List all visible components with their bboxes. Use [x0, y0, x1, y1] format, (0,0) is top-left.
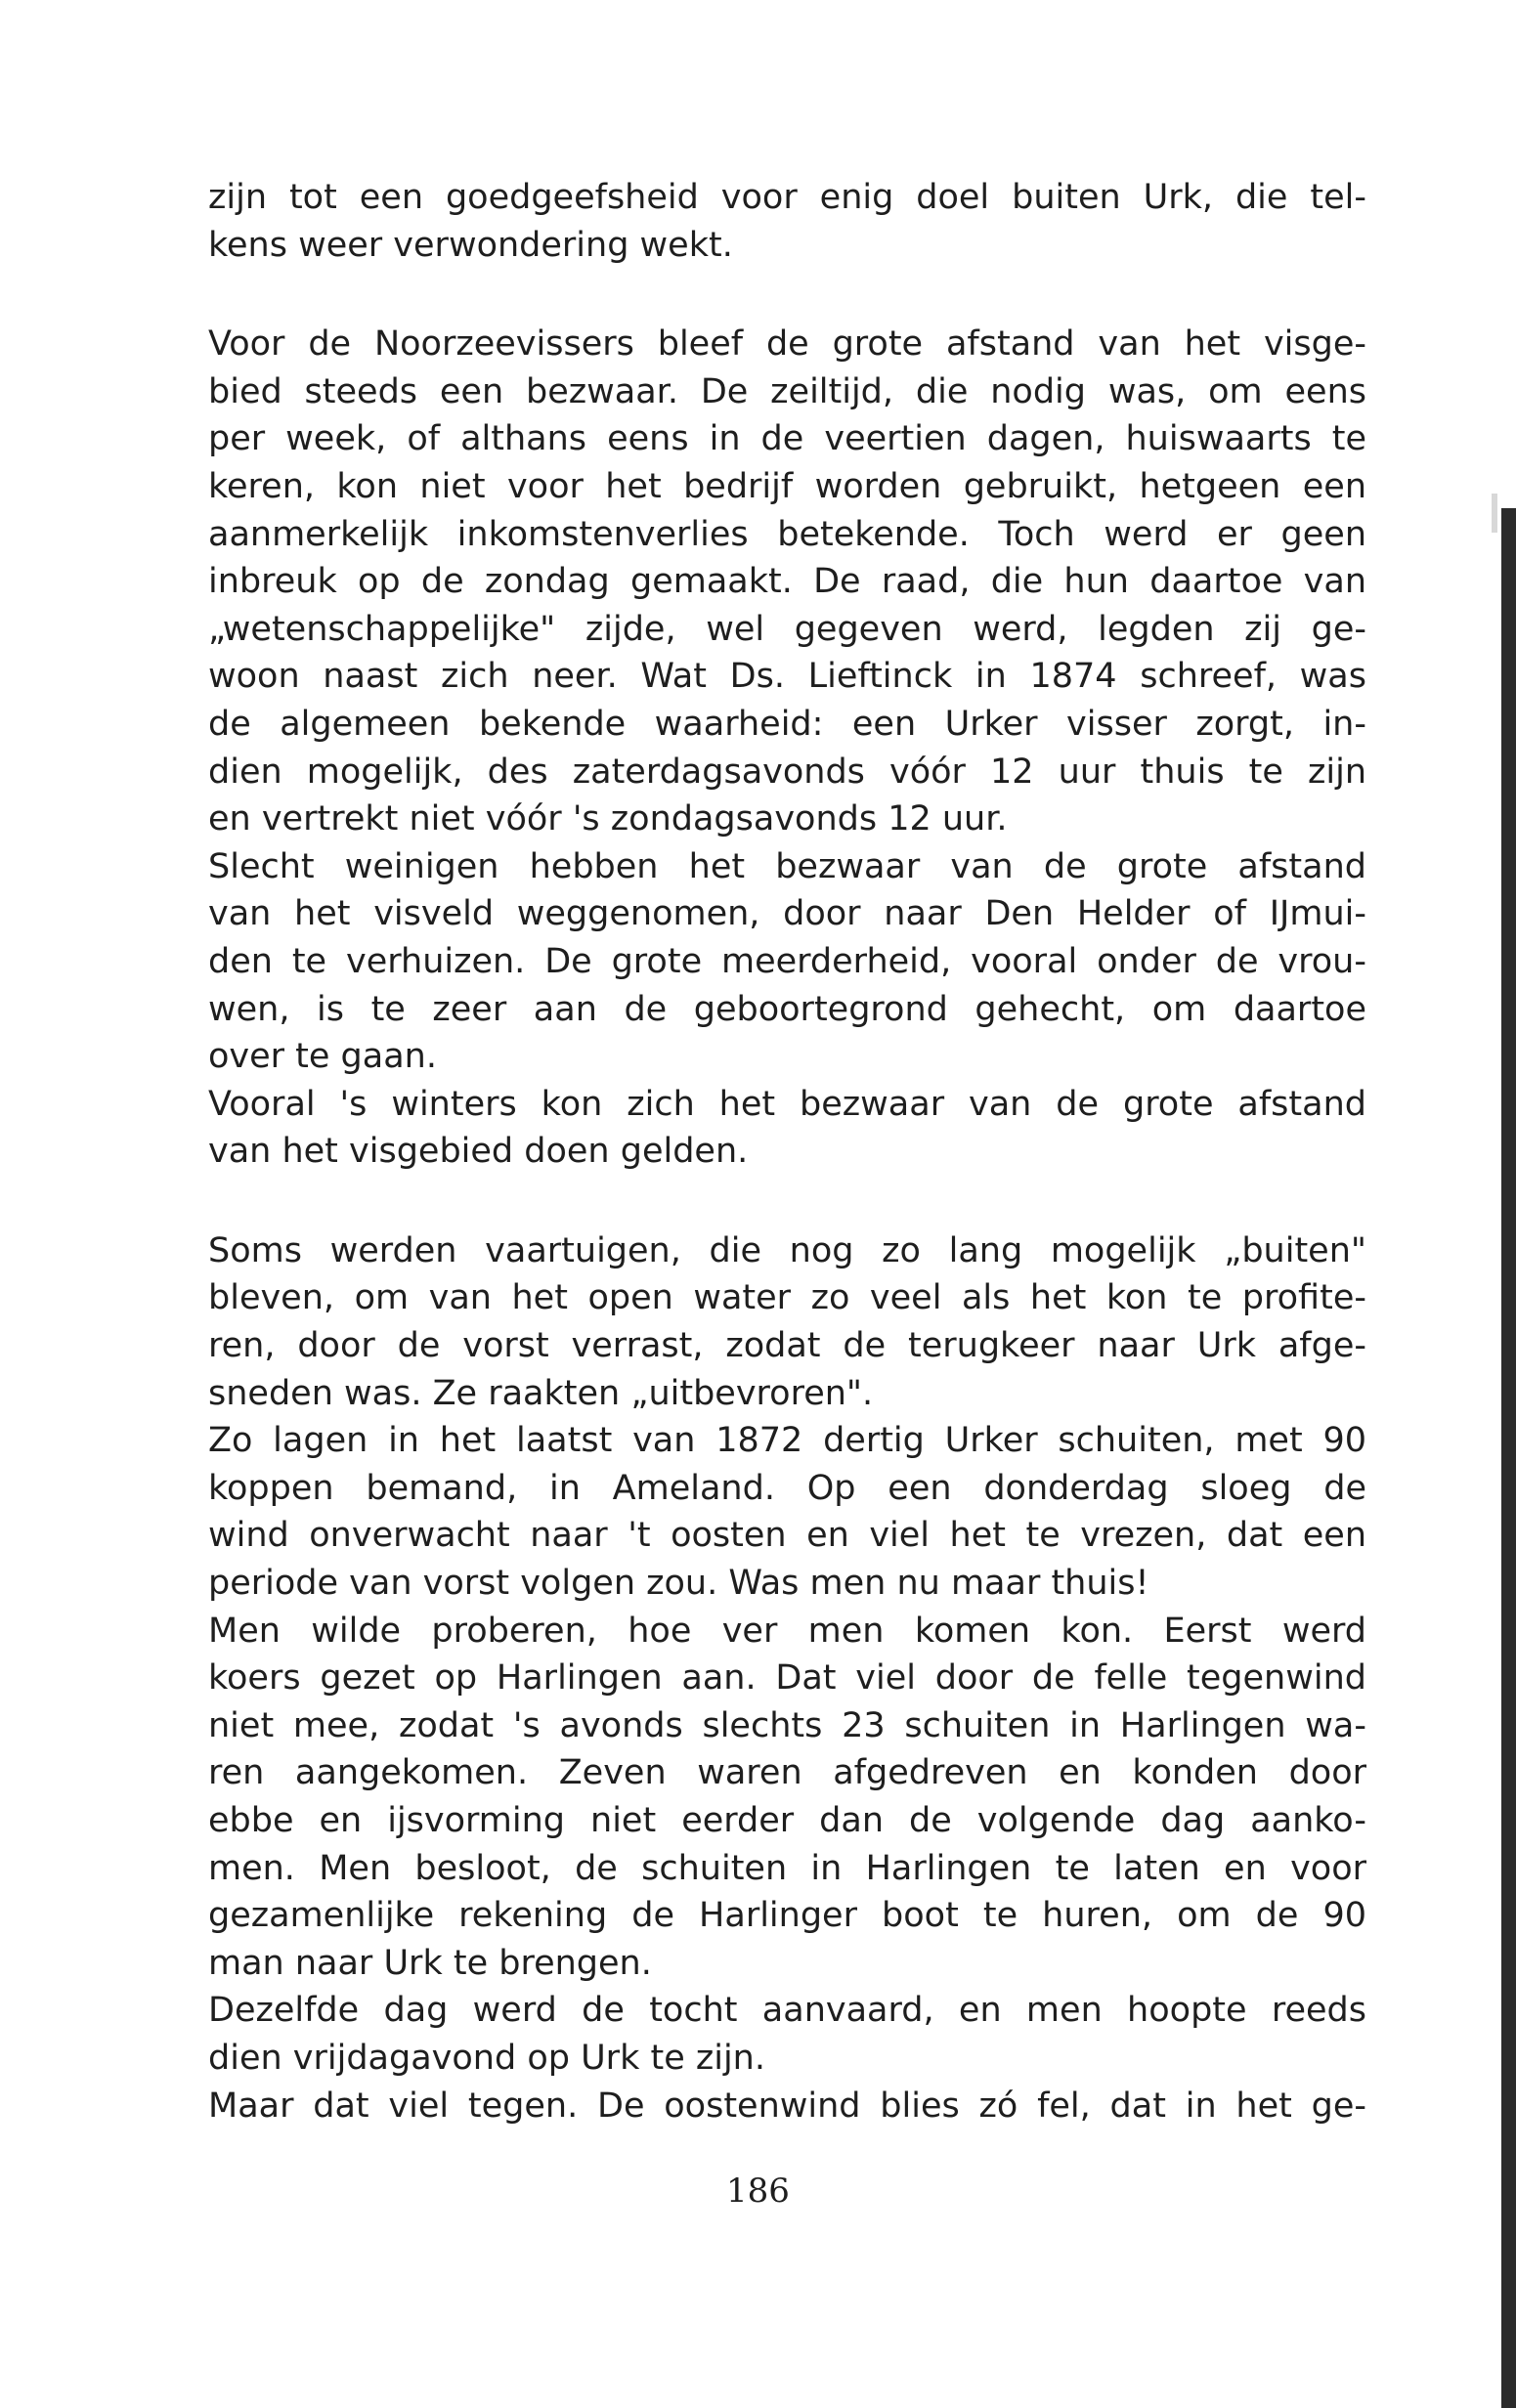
text-line: inbreuk op de zondag gemaakt. De raad, die hun daartoe van [208, 562, 1366, 602]
text-line: periode van vorst volgen zou. Was men nu maar thuis! [208, 1564, 1149, 1604]
body-text [208, 174, 1366, 2129]
text-line: ren, door de vorst verrast, zodat de terugkeer naar Urk afge- [208, 1326, 1366, 1366]
text-line: Men wilde proberen, hoe ver men komen kon. Eerst werd [208, 1611, 1366, 1651]
text-line: bleven, om van het open water zo veel als het kon te profite- [208, 1278, 1366, 1318]
paragraph [208, 174, 1366, 269]
text-line: en vertrekt niet vóór 's zondagsavonds 12 uur. [208, 799, 1008, 839]
text-line: gezamenlijke rekening de Harlinger boot te huren, om de 90 [208, 1896, 1366, 1936]
text-line: Zo lagen in het laatst van 1872 dertig Urker schuiten, met 90 [208, 1421, 1366, 1461]
text-line: de algemeen bekende waarheid: een Urker visser zorgt, in- [208, 704, 1366, 744]
text-line: van het visveld weggenomen, door naar Den Helder of IJmui- [208, 894, 1366, 934]
text-line: keren, kon niet voor het bedrijf worden gebruikt, hetgeen een [208, 466, 1366, 506]
text-line: per week, of althans eens in de veertien dagen, huiswaarts te [208, 419, 1366, 459]
page-edge-shadow [1492, 494, 1497, 533]
text-line: bied steeds een bezwaar. De zeiltijd, die nodig was, om eens [208, 371, 1366, 411]
text-line: Dezelfde dag werd de tocht aanvaard, en men hoopte reeds [208, 1991, 1366, 2031]
text-line: van het visgebied doen gelden. [208, 1132, 749, 1172]
text-line: wind onverwacht naar 't oosten en viel het te vrezen, dat een [208, 1516, 1366, 1556]
text-line: men. Men besloot, de schuiten in Harlingen te laten en voor [208, 1848, 1366, 1888]
paragraph [208, 1227, 1366, 1417]
text-line: man naar Urk te brengen. [208, 1943, 652, 1983]
text-line: wen, is te zeer aan de geboortegrond gehecht, om daartoe [208, 989, 1366, 1029]
paragraph [208, 1608, 1366, 1988]
text-line: den te verhuizen. De grote meerderheid, vooral onder de vrou- [208, 941, 1366, 981]
text-line: niet mee, zodat 's avonds slechts 23 schuiten in Harlingen wa- [208, 1705, 1366, 1745]
paragraph [208, 1417, 1366, 1607]
text-line: dien vrijdagavond op Urk te zijn. [208, 2038, 765, 2078]
text-line: Voor de Noorzeevissers bleef de grote afstand van het visge- [208, 324, 1366, 365]
text-line: Soms werden vaartuigen, die nog zo lang mogelijk „buiten" [208, 1230, 1366, 1270]
page-number: 186 [726, 2172, 790, 2211]
text-line: aanmerkelijk inkomstenverlies betekende. Toch werd er geen [208, 514, 1366, 554]
paragraph [208, 2083, 1366, 2130]
text-line: koppen bemand, in Ameland. Op een donderdag sloeg de [208, 1468, 1366, 1508]
text-line: kens weer verwondering wekt. [208, 225, 733, 265]
paragraph [208, 321, 1366, 843]
text-line: koers gezet op Harlingen aan. Dat viel door de felle tegenwind [208, 1658, 1366, 1698]
text-line: woon naast zich neer. Wat Ds. Lieftinck in 1874 schreef, was [208, 657, 1366, 697]
text-line: Maar dat viel tegen. De oostenwind blies zó fel, dat in het ge- [208, 2086, 1366, 2126]
text-line: Slecht weinigen hebben het bezwaar van de grote afstand [208, 846, 1366, 886]
scan-edge-bar [1501, 508, 1516, 2408]
text-line: ren aangekomen. Zeven waren afgedreven en konden door [208, 1753, 1366, 1793]
text-line: „wetenschappelijke" zijde, wel gegeven werd, legden zij ge- [208, 609, 1366, 649]
text-line: over te gaan. [208, 1037, 437, 1077]
text-line: zijn tot een goedgeefsheid voor enig doel buiten Urk, die tel- [208, 178, 1366, 217]
text-line: Vooral 's winters kon zich het bezwaar van de grote afstand [208, 1084, 1366, 1124]
text-line: sneden was. Ze raakten „uitbevroren". [208, 1373, 874, 1413]
paragraph [208, 843, 1366, 1081]
text-line: ebbe en ijsvorming niet eerder dan de volgende dag aanko- [208, 1801, 1366, 1840]
paragraph [208, 1081, 1366, 1176]
text-line: dien mogelijk, des zaterdagsavonds vóór 12 uur thuis te zijn [208, 752, 1366, 792]
paragraph [208, 1987, 1366, 2082]
